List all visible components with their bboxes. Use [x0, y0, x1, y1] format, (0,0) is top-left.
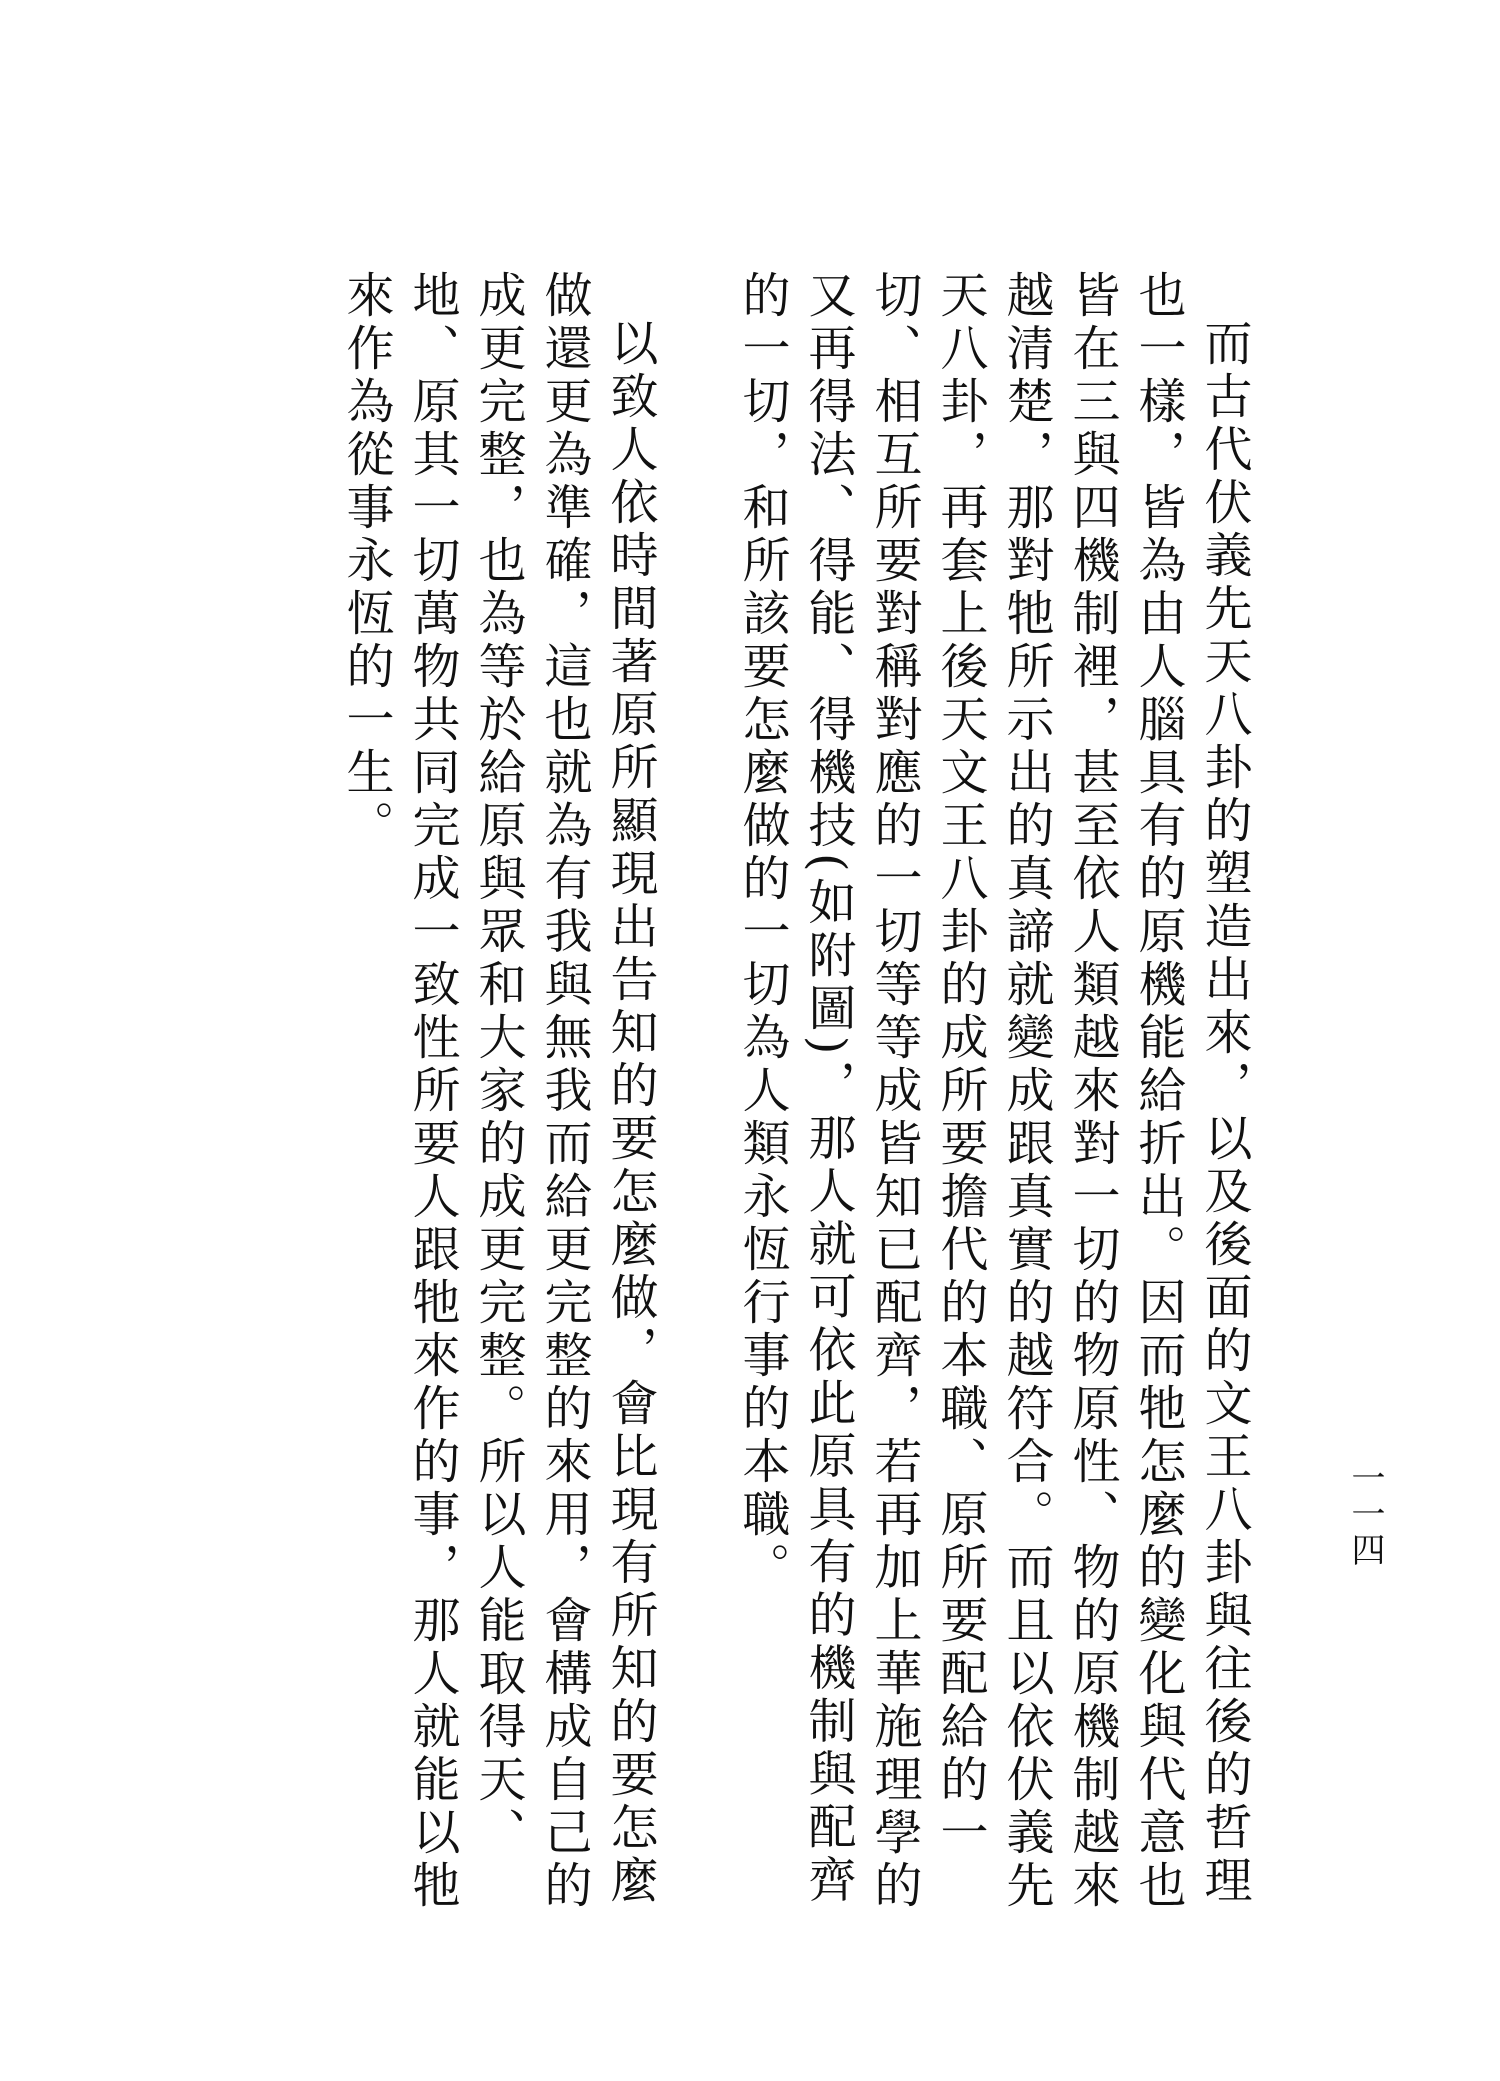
- paragraph-2: 以致人依時間著原所顯現出告知的要怎麼做，會比現有所知的要怎麼做還更為準確，這也就為有我與無我而給更完整的來用，會構成自己的成更完整，也為等於給原與眾和大家的成更完整。所以人能取得天、地、原其一切萬物共同完成一致性所要人跟牠來作的事，那人就能以牠來作為從事永恆的一生。: [338, 270, 658, 1913]
- paragraph-1: 而古代伏義先天八卦的塑造出來，以及後面的文王八卦與往後的哲理也一樣，皆為由人腦具有的原機能給折出。因而牠怎麼的變化與代意也皆在三與四機制裡，甚至依人類越來對一切的物原性、物的原機制越來越清楚，那對牠所示出的真諦就變成跟真實的越符合。而且以依伏義先天八卦，再套上後天文王八卦的成所要擔代的本職、原所要配給的一切、相互所要對稱對應的一切等等成皆知已配齊，若再加上華施理學的又再得法、得能、得機技(如附圖)，那人就可依此原具有的機制與配齊的一切，和所該要怎麼做的一切為人類永恆行事的本職。: [734, 270, 1252, 1913]
- page-number: 一一四: [1345, 1460, 1385, 1568]
- vertical-text-body: [333, 270, 1257, 1950]
